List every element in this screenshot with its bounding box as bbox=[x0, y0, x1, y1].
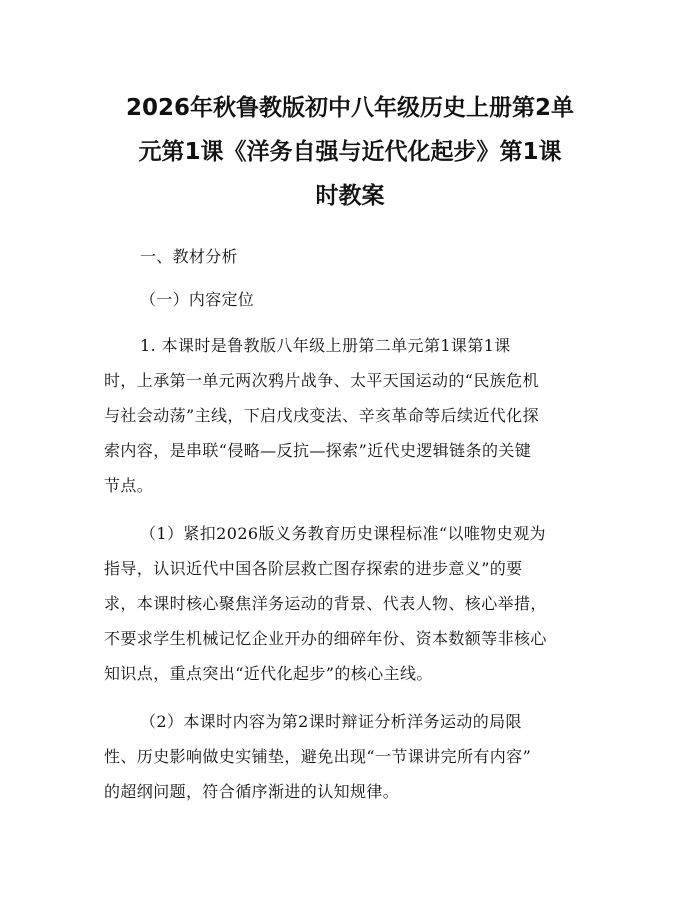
paragraph-1-line: 1. 本课时是鲁教版八年级上册第二单元第1课第1课 bbox=[140, 336, 511, 355]
paragraph-1 bbox=[104, 328, 596, 503]
paragraph-1-line: 时，上承第一单元两次鸦片战争、太平天国运动的“民族危机 bbox=[104, 371, 539, 390]
paragraph-2-line: （1）紧扣2026版义务教育历史课程标准“以唯物史观为 bbox=[140, 524, 546, 543]
paragraph-1-line: 与社会动荡”主线，下启戊戌变法、辛亥革命等后续近代化探 bbox=[104, 406, 539, 425]
document-title bbox=[104, 86, 596, 218]
paragraph-1-line: 索内容，是串联“侵略—反抗—探索”近代史逻辑链条的关键 bbox=[104, 441, 532, 460]
title-line-3: 时教案 bbox=[315, 183, 385, 209]
paragraph-1-line: 节点。 bbox=[104, 476, 154, 495]
subsection-heading-content-positioning: （一）内容定位 bbox=[140, 290, 255, 309]
section-heading-textbook-analysis: 一、教材分析 bbox=[140, 247, 238, 266]
paragraph-3-line: （2）本课时内容为第2课时辩证分析洋务运动的局限 bbox=[140, 712, 522, 731]
paragraph-2-line: 不要求学生机械记忆企业开办的细碎年份、资本数额等非核心 bbox=[104, 629, 547, 648]
title-line-2: 元第1课《洋务自强与近代化起步》第1课 bbox=[138, 139, 562, 165]
paragraph-2-line: 知识点，重点突出“近代化起步”的核心主线。 bbox=[104, 664, 433, 683]
title-line-1: 2026年秋鲁教版初中八年级历史上册第2单 bbox=[125, 95, 575, 121]
paragraph-2 bbox=[104, 516, 596, 691]
paragraph-2-line: 指导，认识近代中国各阶层救亡图存探索的进步意义”的要 bbox=[104, 559, 523, 578]
paragraph-3-line: 的超纲问题，符合循序渐进的认知规律。 bbox=[104, 782, 400, 801]
paragraph-3-line: 性、历史影响做史实铺垫，避免出现“一节课讲完所有内容” bbox=[104, 747, 532, 766]
paragraph-2-line: 求，本课时核心聚焦洋务运动的背景、代表人物、核心举措， bbox=[104, 594, 547, 613]
paragraph-3 bbox=[104, 704, 596, 809]
